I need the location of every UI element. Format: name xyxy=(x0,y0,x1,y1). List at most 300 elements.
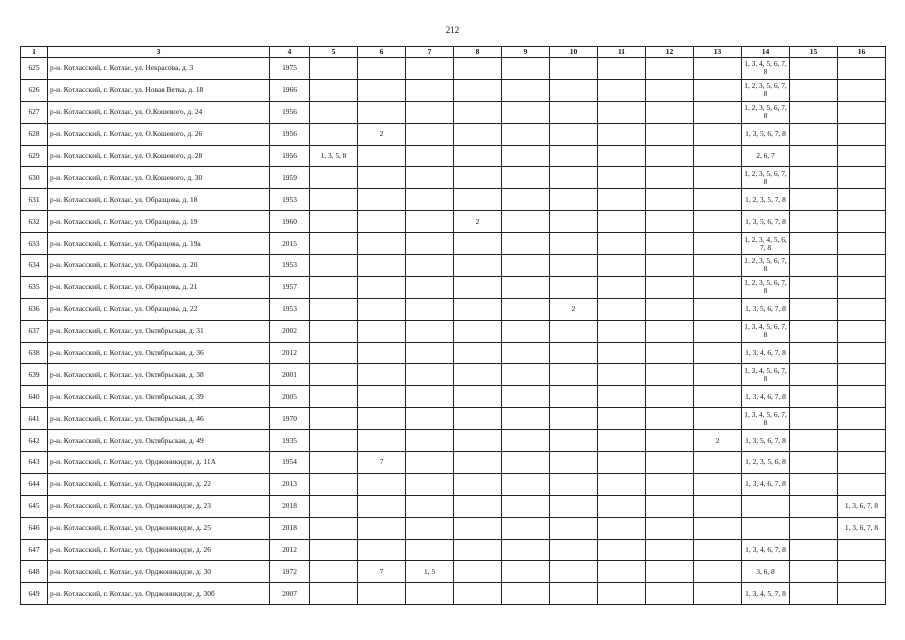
col15-cell xyxy=(790,539,838,561)
col10-cell: 2 xyxy=(550,298,598,320)
col12-cell xyxy=(646,101,694,123)
col6-cell xyxy=(358,79,406,101)
col14-cell: 2, 6, 7 xyxy=(742,145,790,167)
col16-cell xyxy=(838,364,886,386)
col11-cell xyxy=(598,561,646,583)
col7-cell xyxy=(406,583,454,605)
col9-cell xyxy=(502,342,550,364)
col7-cell xyxy=(406,430,454,452)
col16-cell xyxy=(838,123,886,145)
col9-cell xyxy=(502,452,550,474)
col6-cell xyxy=(358,364,406,386)
col14-cell: 1, 3, 4, 6, 7, 8 xyxy=(742,386,790,408)
col11-cell xyxy=(598,539,646,561)
col9-cell xyxy=(502,233,550,255)
col13-cell xyxy=(694,473,742,495)
col12-cell xyxy=(646,473,694,495)
col11-cell xyxy=(598,123,646,145)
col12-cell xyxy=(646,583,694,605)
row-number-cell: 633 xyxy=(21,233,48,255)
col5-cell xyxy=(310,276,358,298)
col8-cell: 2 xyxy=(454,211,502,233)
col14-cell: 1, 3, 4, 6, 7, 8 xyxy=(742,539,790,561)
col12-cell xyxy=(646,79,694,101)
row-number-cell: 632 xyxy=(21,211,48,233)
table-row xyxy=(21,276,886,298)
col6-cell: 7 xyxy=(358,561,406,583)
col9-cell xyxy=(502,517,550,539)
col16-cell xyxy=(838,79,886,101)
year-cell: 1953 xyxy=(270,255,310,277)
row-number-cell: 630 xyxy=(21,167,48,189)
col15-cell xyxy=(790,561,838,583)
col9-cell xyxy=(502,386,550,408)
col12-cell xyxy=(646,189,694,211)
col8-cell xyxy=(454,473,502,495)
col15-cell xyxy=(790,386,838,408)
col11-cell xyxy=(598,101,646,123)
row-number-cell: 648 xyxy=(21,561,48,583)
year-cell: 1970 xyxy=(270,408,310,430)
row-number-cell: 643 xyxy=(21,452,48,474)
page-number: 212 xyxy=(445,25,460,35)
address-cell: р-н. Котласский, г. Котлас, ул. Октябрьская, д. 38 xyxy=(48,364,270,386)
col7-cell xyxy=(406,364,454,386)
col7-cell xyxy=(406,123,454,145)
col6-cell xyxy=(358,298,406,320)
header-row xyxy=(21,47,886,58)
col11-cell xyxy=(598,452,646,474)
col12-cell xyxy=(646,408,694,430)
address-cell: р-н. Котласский, г. Котлас, ул. Образцова, д. 21 xyxy=(48,276,270,298)
col7-cell xyxy=(406,386,454,408)
column-header: 5 xyxy=(310,47,358,58)
col15-cell xyxy=(790,233,838,255)
year-cell: 1935 xyxy=(270,430,310,452)
col16-cell xyxy=(838,430,886,452)
column-header: 15 xyxy=(790,47,838,58)
col10-cell xyxy=(550,255,598,277)
col15-cell xyxy=(790,167,838,189)
table-row xyxy=(21,123,886,145)
col7-cell xyxy=(406,58,454,80)
col9-cell xyxy=(502,123,550,145)
col15-cell xyxy=(790,430,838,452)
col9-cell xyxy=(502,101,550,123)
table-row xyxy=(21,386,886,408)
column-header: 3 xyxy=(48,47,270,58)
col16-cell xyxy=(838,58,886,80)
address-cell: р-н. Котласский, г. Котлас, ул. Орджоникидзе, д. 22 xyxy=(48,473,270,495)
col16-cell xyxy=(838,342,886,364)
col13-cell xyxy=(694,364,742,386)
col8-cell xyxy=(454,583,502,605)
col5-cell xyxy=(310,408,358,430)
address-cell: р-н. Котласский, г. Котлас, ул. Октябрьская, д. 49 xyxy=(48,430,270,452)
column-header: 7 xyxy=(406,47,454,58)
col7-cell xyxy=(406,408,454,430)
table-row xyxy=(21,495,886,517)
col5-cell xyxy=(310,473,358,495)
col7-cell xyxy=(406,452,454,474)
row-number-cell: 627 xyxy=(21,101,48,123)
column-header: 6 xyxy=(358,47,406,58)
col8-cell xyxy=(454,79,502,101)
col8-cell xyxy=(454,517,502,539)
col16-cell xyxy=(838,539,886,561)
col7-cell xyxy=(406,473,454,495)
col7-cell xyxy=(406,342,454,364)
col16-cell: 1, 3, 6, 7, 8 xyxy=(838,517,886,539)
col16-cell xyxy=(838,473,886,495)
col5-cell xyxy=(310,79,358,101)
year-cell: 2013 xyxy=(270,473,310,495)
col5-cell xyxy=(310,583,358,605)
col10-cell xyxy=(550,320,598,342)
col8-cell xyxy=(454,430,502,452)
table-row xyxy=(21,583,886,605)
row-number-cell: 639 xyxy=(21,364,48,386)
col16-cell xyxy=(838,452,886,474)
col16-cell xyxy=(838,145,886,167)
col7-cell xyxy=(406,298,454,320)
col13-cell xyxy=(694,561,742,583)
col9-cell xyxy=(502,539,550,561)
col5-cell xyxy=(310,452,358,474)
col5-cell xyxy=(310,123,358,145)
col6-cell xyxy=(358,320,406,342)
row-number-cell: 628 xyxy=(21,123,48,145)
col10-cell xyxy=(550,386,598,408)
col8-cell xyxy=(454,561,502,583)
col9-cell xyxy=(502,189,550,211)
col6-cell xyxy=(358,58,406,80)
col16-cell xyxy=(838,320,886,342)
table-row xyxy=(21,145,886,167)
table-row xyxy=(21,364,886,386)
col7-cell xyxy=(406,101,454,123)
col7-cell xyxy=(406,517,454,539)
col10-cell xyxy=(550,79,598,101)
table-row xyxy=(21,561,886,583)
col10-cell xyxy=(550,583,598,605)
col10-cell xyxy=(550,211,598,233)
col14-cell: 1, 3, 5, 6, 7, 8 xyxy=(742,123,790,145)
address-cell: р-н. Котласский, г. Котлас, ул. Образцова, д. 22 xyxy=(48,298,270,320)
address-cell: р-н. Котласский, г. Котлас, ул. Орджоникидзе, д. 11А xyxy=(48,452,270,474)
col5-cell xyxy=(310,495,358,517)
col6-cell xyxy=(358,517,406,539)
col14-cell: 1, 2, 3, 5, 6, 7, 8 xyxy=(742,276,790,298)
col15-cell xyxy=(790,211,838,233)
col8-cell xyxy=(454,123,502,145)
col12-cell xyxy=(646,517,694,539)
col10-cell xyxy=(550,233,598,255)
col12-cell xyxy=(646,364,694,386)
address-cell: р-н. Котласский, г. Котлас, ул. Орджоникидзе, д. 26 xyxy=(48,539,270,561)
col9-cell xyxy=(502,473,550,495)
col8-cell xyxy=(454,298,502,320)
col5-cell xyxy=(310,101,358,123)
col10-cell xyxy=(550,561,598,583)
col8-cell xyxy=(454,233,502,255)
col12-cell xyxy=(646,123,694,145)
row-number-cell: 641 xyxy=(21,408,48,430)
col10-cell xyxy=(550,408,598,430)
col5-cell xyxy=(310,342,358,364)
year-cell: 2007 xyxy=(270,583,310,605)
col10-cell xyxy=(550,101,598,123)
column-header: 12 xyxy=(646,47,694,58)
table-row xyxy=(21,517,886,539)
col5-cell xyxy=(310,364,358,386)
col14-cell: 1, 3, 4, 6, 7, 8 xyxy=(742,473,790,495)
col13-cell xyxy=(694,211,742,233)
row-number-cell: 642 xyxy=(21,430,48,452)
address-cell: р-н. Котласский, г. Котлас, ул. Некрасова, д. 3 xyxy=(48,58,270,80)
col13-cell xyxy=(694,298,742,320)
col14-cell: 1, 3, 5, 6, 7, 8 xyxy=(742,298,790,320)
row-number-cell: 625 xyxy=(21,58,48,80)
address-cell: р-н. Котласский, г. Котлас, ул. Образцова, д. 19 xyxy=(48,211,270,233)
address-cell: р-н. Котласский, г. Котлас, ул. Орджоникидзе, д. 30 xyxy=(48,561,270,583)
col11-cell xyxy=(598,430,646,452)
year-cell: 2018 xyxy=(270,495,310,517)
table-row xyxy=(21,320,886,342)
col13-cell xyxy=(694,320,742,342)
col16-cell xyxy=(838,298,886,320)
column-header: 11 xyxy=(598,47,646,58)
col15-cell xyxy=(790,189,838,211)
col6-cell xyxy=(358,386,406,408)
col9-cell xyxy=(502,255,550,277)
row-number-cell: 631 xyxy=(21,189,48,211)
table-row xyxy=(21,189,886,211)
col10-cell xyxy=(550,342,598,364)
col13-cell xyxy=(694,123,742,145)
col9-cell xyxy=(502,167,550,189)
col9-cell xyxy=(502,320,550,342)
col6-cell xyxy=(358,189,406,211)
col13-cell xyxy=(694,539,742,561)
col8-cell xyxy=(454,342,502,364)
col16-cell xyxy=(838,167,886,189)
col8-cell xyxy=(454,189,502,211)
col11-cell xyxy=(598,408,646,430)
address-cell: р-н. Котласский, г. Котлас, ул. Октябрьская, д. 39 xyxy=(48,386,270,408)
col15-cell xyxy=(790,517,838,539)
col11-cell xyxy=(598,276,646,298)
col6-cell xyxy=(358,145,406,167)
col15-cell xyxy=(790,58,838,80)
address-cell: р-н. Котласский, г. Котлас, ул. О.Кошевого, д. 24 xyxy=(48,101,270,123)
col8-cell xyxy=(454,386,502,408)
column-header: 8 xyxy=(454,47,502,58)
col12-cell xyxy=(646,255,694,277)
col11-cell xyxy=(598,364,646,386)
column-header: 1 xyxy=(21,47,48,58)
row-number-cell: 634 xyxy=(21,255,48,277)
col5-cell xyxy=(310,430,358,452)
housing-registry-table xyxy=(20,46,886,605)
col6-cell xyxy=(358,430,406,452)
col13-cell xyxy=(694,145,742,167)
col15-cell xyxy=(790,452,838,474)
col11-cell xyxy=(598,189,646,211)
col9-cell xyxy=(502,430,550,452)
row-number-cell: 637 xyxy=(21,320,48,342)
table-row xyxy=(21,473,886,495)
year-cell: 2015 xyxy=(270,233,310,255)
col6-cell xyxy=(358,211,406,233)
address-cell: р-н. Котласский, г. Котлас, ул. Орджоникидзе, д. 25 xyxy=(48,517,270,539)
col11-cell xyxy=(598,386,646,408)
col14-cell: 1, 3, 4, 5, 6, 7, 8 xyxy=(742,320,790,342)
col6-cell: 7 xyxy=(358,452,406,474)
col12-cell xyxy=(646,495,694,517)
col16-cell xyxy=(838,233,886,255)
col8-cell xyxy=(454,495,502,517)
col5-cell xyxy=(310,561,358,583)
year-cell: 1956 xyxy=(270,145,310,167)
table-row xyxy=(21,255,886,277)
year-cell: 1953 xyxy=(270,189,310,211)
col15-cell xyxy=(790,342,838,364)
col13-cell xyxy=(694,495,742,517)
col14-cell: 1, 3, 4, 5, 7, 8 xyxy=(742,583,790,605)
year-cell: 1957 xyxy=(270,276,310,298)
table-row xyxy=(21,539,886,561)
col13-cell xyxy=(694,233,742,255)
col10-cell xyxy=(550,58,598,80)
col16-cell: 1, 3, 6, 7, 8 xyxy=(838,495,886,517)
col14-cell: 1, 3, 4, 5, 6, 7, 8 xyxy=(742,408,790,430)
col9-cell xyxy=(502,495,550,517)
col13-cell xyxy=(694,189,742,211)
col12-cell xyxy=(646,386,694,408)
col8-cell xyxy=(454,58,502,80)
col11-cell xyxy=(598,233,646,255)
col6-cell xyxy=(358,101,406,123)
col11-cell xyxy=(598,145,646,167)
col13-cell xyxy=(694,276,742,298)
col11-cell xyxy=(598,495,646,517)
row-number-cell: 636 xyxy=(21,298,48,320)
col8-cell xyxy=(454,320,502,342)
table-row xyxy=(21,101,886,123)
col9-cell xyxy=(502,211,550,233)
col9-cell xyxy=(502,145,550,167)
col11-cell xyxy=(598,58,646,80)
col14-cell: 1, 3, 5, 6, 7, 8 xyxy=(742,430,790,452)
col12-cell xyxy=(646,58,694,80)
table-row xyxy=(21,79,886,101)
col7-cell xyxy=(406,233,454,255)
address-cell: р-н. Котласский, г. Котлас, ул. Образцова, д. 18 xyxy=(48,189,270,211)
col15-cell xyxy=(790,298,838,320)
col15-cell xyxy=(790,320,838,342)
address-cell: р-н. Котласский, г. Котлас, ул. Новая Ветка, д. 18 xyxy=(48,79,270,101)
address-cell: р-н. Котласский, г. Котлас, ул. О.Кошевого, д. 30 xyxy=(48,167,270,189)
col15-cell xyxy=(790,495,838,517)
year-cell: 1972 xyxy=(270,561,310,583)
col10-cell xyxy=(550,495,598,517)
address-cell: р-н. Котласский, г. Котлас, ул. Орджоникидзе, д. 30б xyxy=(48,583,270,605)
col11-cell xyxy=(598,167,646,189)
column-header: 16 xyxy=(838,47,886,58)
year-cell: 2012 xyxy=(270,539,310,561)
col16-cell xyxy=(838,583,886,605)
col5-cell xyxy=(310,298,358,320)
table-body xyxy=(21,58,886,605)
col13-cell xyxy=(694,408,742,430)
col6-cell xyxy=(358,473,406,495)
col10-cell xyxy=(550,276,598,298)
address-cell: р-н. Котласский, г. Котлас, ул. Орджоникидзе, д. 23 xyxy=(48,495,270,517)
col12-cell xyxy=(646,342,694,364)
address-cell: р-н. Котласский, г. Котлас, ул. Октябрьская, д. 36 xyxy=(48,342,270,364)
col16-cell xyxy=(838,408,886,430)
col10-cell xyxy=(550,364,598,386)
row-number-cell: 626 xyxy=(21,79,48,101)
col12-cell xyxy=(646,211,694,233)
table-row xyxy=(21,58,886,80)
col11-cell xyxy=(598,320,646,342)
year-cell: 1966 xyxy=(270,79,310,101)
table-row xyxy=(21,430,886,452)
col12-cell xyxy=(646,145,694,167)
table-row xyxy=(21,408,886,430)
row-number-cell: 645 xyxy=(21,495,48,517)
col7-cell xyxy=(406,495,454,517)
col10-cell xyxy=(550,473,598,495)
col15-cell xyxy=(790,123,838,145)
table-row xyxy=(21,452,886,474)
col12-cell xyxy=(646,452,694,474)
col12-cell xyxy=(646,233,694,255)
col14-cell xyxy=(742,517,790,539)
table-row xyxy=(21,342,886,364)
col9-cell xyxy=(502,298,550,320)
col11-cell xyxy=(598,298,646,320)
col7-cell xyxy=(406,79,454,101)
col15-cell xyxy=(790,79,838,101)
col7-cell: 1, 5 xyxy=(406,561,454,583)
col8-cell xyxy=(454,101,502,123)
col14-cell: 1, 2, 3, 5, 6, 7, 8 xyxy=(742,167,790,189)
col15-cell xyxy=(790,145,838,167)
row-number-cell: 646 xyxy=(21,517,48,539)
column-header: 14 xyxy=(742,47,790,58)
col8-cell xyxy=(454,452,502,474)
col6-cell xyxy=(358,233,406,255)
year-cell: 1959 xyxy=(270,167,310,189)
col12-cell xyxy=(646,167,694,189)
col8-cell xyxy=(454,276,502,298)
col15-cell xyxy=(790,255,838,277)
col6-cell xyxy=(358,539,406,561)
col9-cell xyxy=(502,79,550,101)
col9-cell xyxy=(502,408,550,430)
col10-cell xyxy=(550,145,598,167)
col11-cell xyxy=(598,211,646,233)
col16-cell xyxy=(838,276,886,298)
col13-cell xyxy=(694,386,742,408)
address-cell: р-н. Котласский, г. Котлас, ул. О.Кошевого, д. 26 xyxy=(48,123,270,145)
year-cell: 1954 xyxy=(270,452,310,474)
col12-cell xyxy=(646,276,694,298)
address-cell: р-н. Котласский, г. Котлас, ул. О.Кошевого, д. 28 xyxy=(48,145,270,167)
